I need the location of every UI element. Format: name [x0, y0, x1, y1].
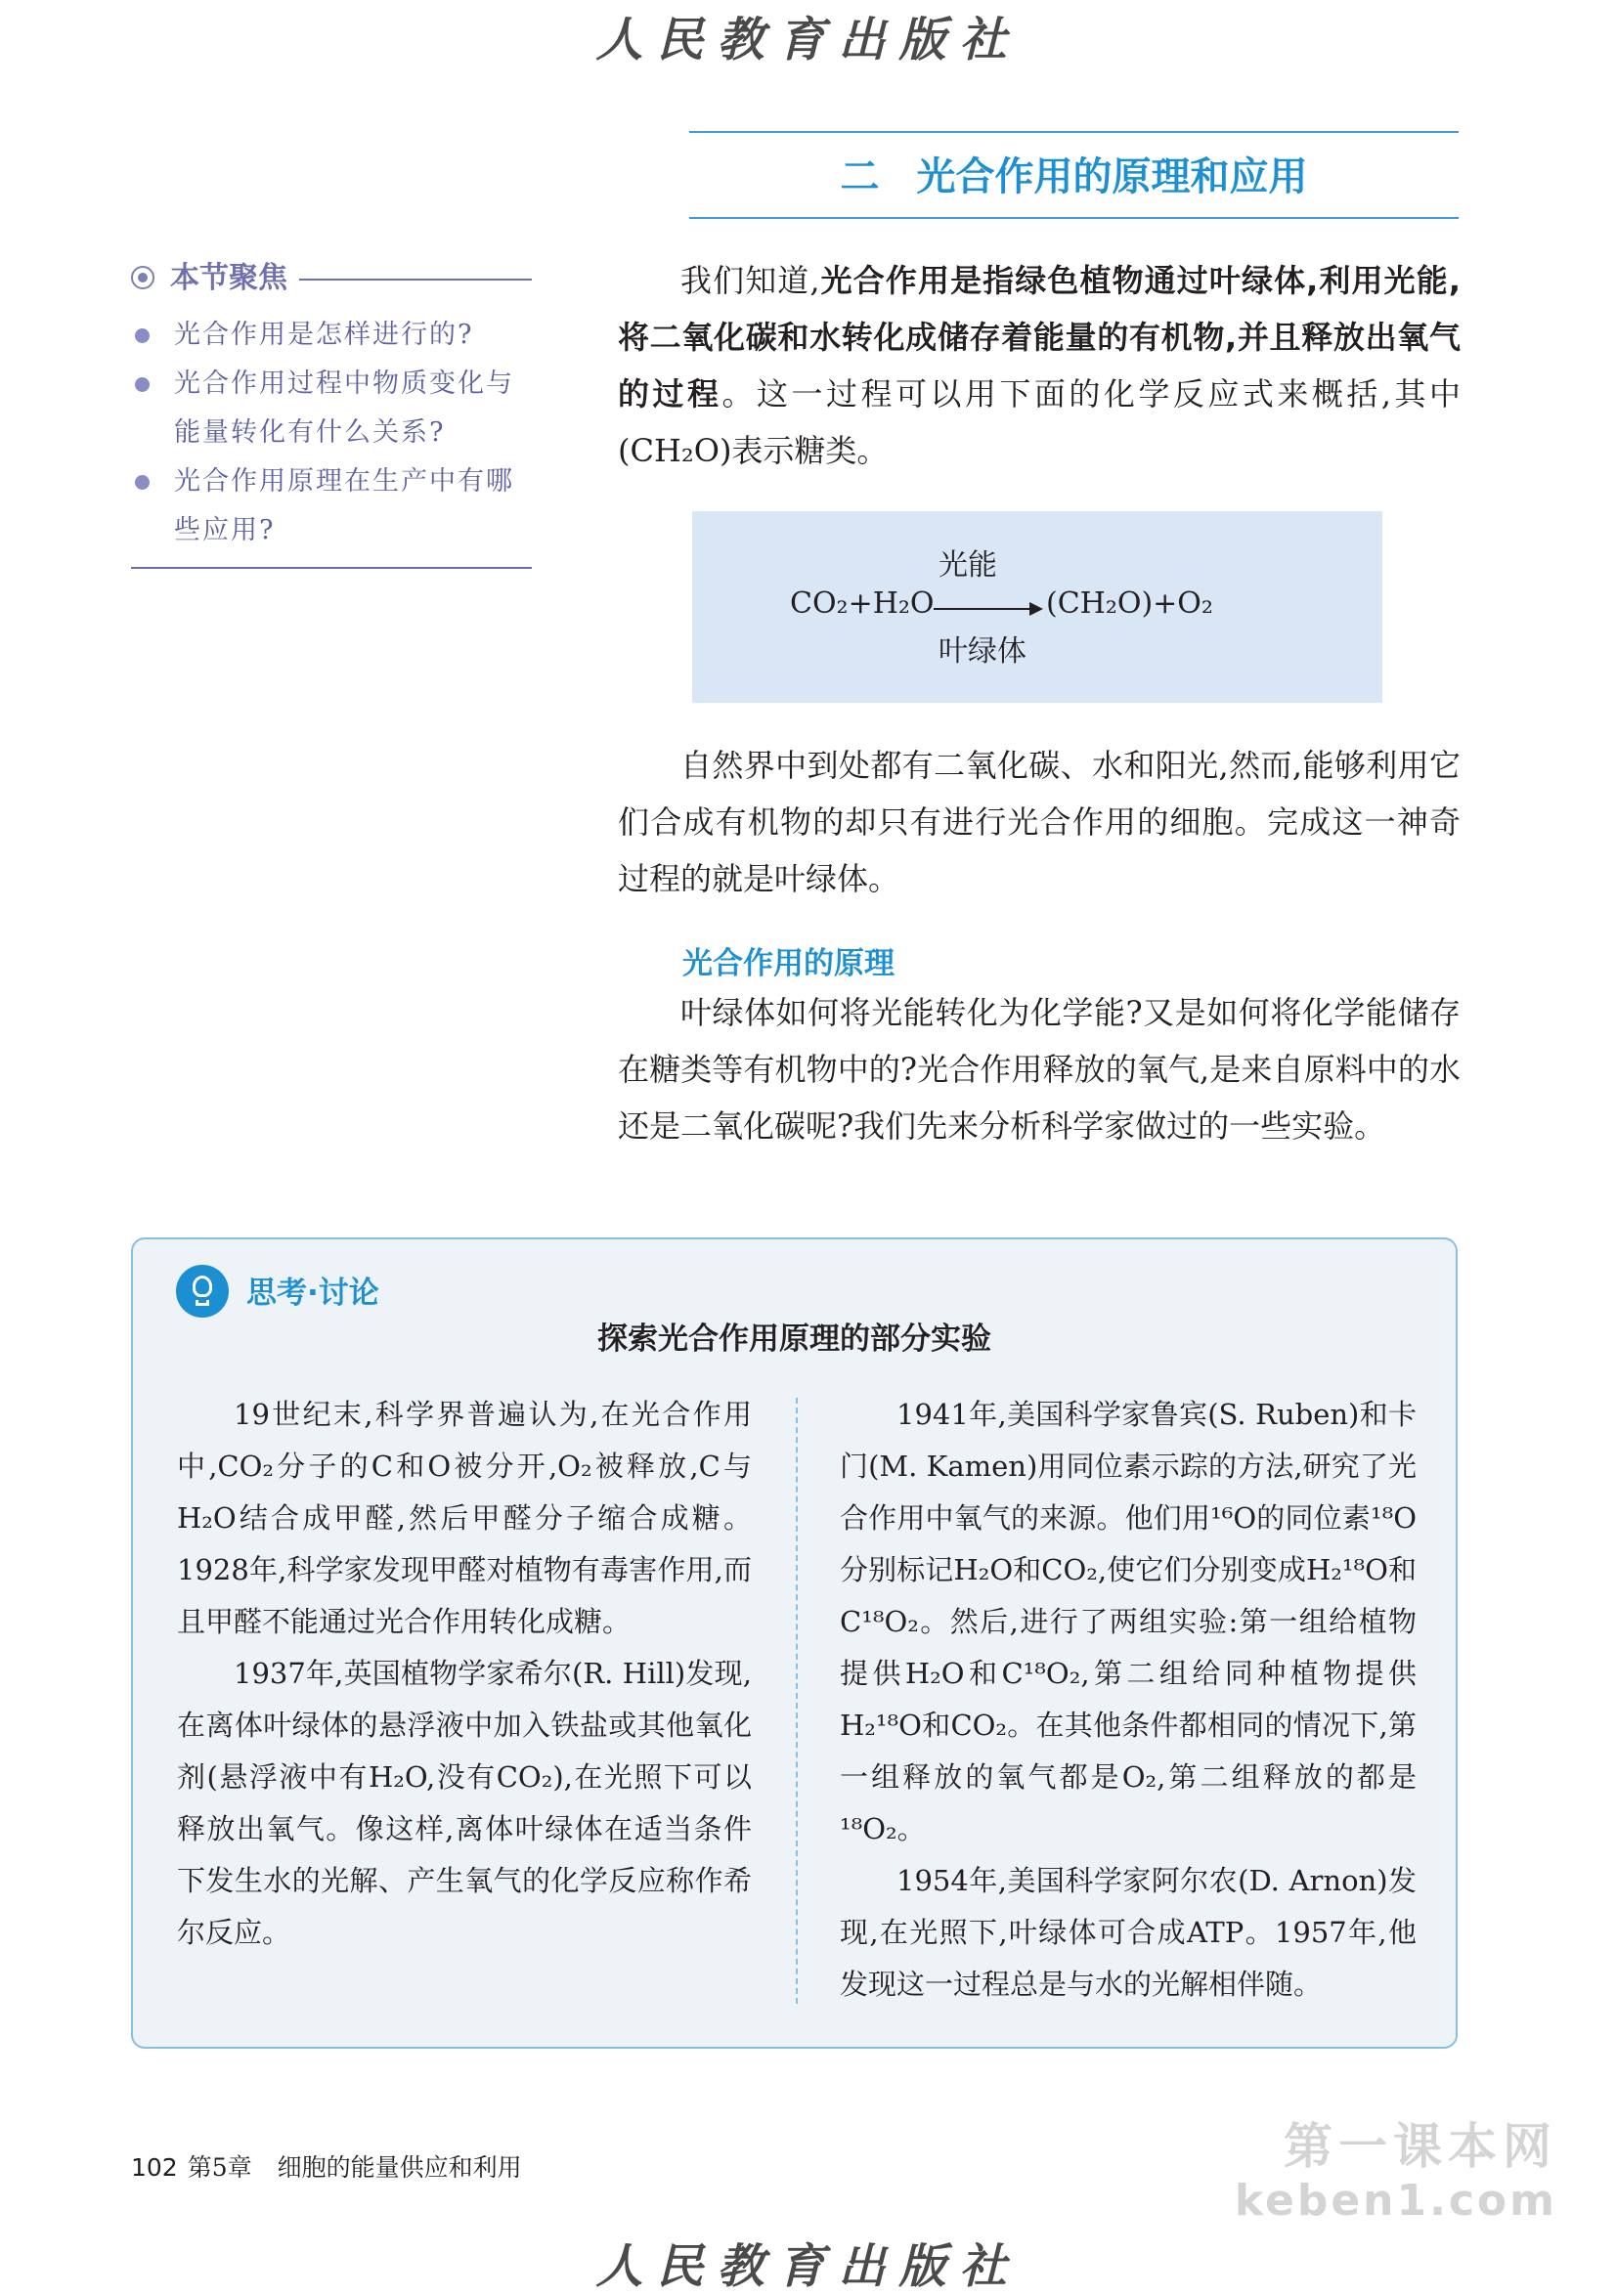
section-number: 二	[840, 154, 880, 199]
title-rule-bottom	[689, 217, 1459, 219]
intro-paragraph	[618, 252, 1461, 479]
site-watermark-en: keben1.com	[1234, 2176, 1557, 2226]
publisher-watermark-top: 人民教育出版社	[595, 13, 1021, 67]
principle-paragraph	[618, 984, 1461, 1154]
experiment-paragraph: 1954年,美国科学家阿尔农(D. Arnon)发现,在光照下,叶绿体可合成ATP。1957年,他发现这一过程总是与水的光解相伴随。	[840, 1864, 1417, 2001]
focus-item: 光合作用是怎样进行的?	[131, 311, 532, 360]
discussion-title: 探索光合作用原理的部分实验	[597, 1321, 991, 1357]
intro-lead: 我们知道,	[680, 262, 820, 299]
discussion-label: 思考·讨论	[246, 1276, 379, 1311]
lightbulb-icon	[176, 1265, 229, 1318]
page-footer	[131, 2151, 522, 2185]
experiment-paragraph: 1937年,英国植物学家希尔(R. Hill)发现,在离体叶绿体的悬浮液中加入铁盐或其他氧化剂(悬浮液中有H₂O,没有CO₂),在光照下可以释放出氧气。像这样,离体叶绿体在适当条件下发生水的光解、产生氧气的化学反应称作希尔反应。	[177, 1657, 752, 1949]
section-title-text: 光合作用的原理和应用	[916, 154, 1308, 199]
target-icon	[131, 266, 154, 289]
section-title	[689, 147, 1459, 207]
focus-header	[131, 259, 532, 298]
chapter-number: 第5章	[187, 2153, 252, 2182]
experiment-paragraph: 19世纪末,科学界普遍认为,在光合作用中,CO₂分子的C和O被分开,O₂被释放,C与H₂O结合成甲醛,然后甲醛分子缩合成糖。1928年,科学家发现甲醛对植物有毒害作用,而且甲醛不能通过光合作用转化成糖。	[177, 1398, 752, 1638]
equation-reactants: CO₂+H₂O	[790, 586, 935, 621]
page-number: 102	[131, 2153, 178, 2182]
experiment-paragraph: 1941年,美国科学家鲁宾(S. Ruben)和卡门(M. Kamen)用同位素示踪的方法,研究了光合作用中氧气的来源。他们用¹⁶O的同位素¹⁸O分别标记H₂O和CO₂,使它们分别变成H₂¹⁸O和C¹⁸O₂。然后,进行了两组实验:第一组给植物提供H₂O和C¹⁸O₂,第二组给同种植物提供H₂¹⁸O和CO₂。在其他条件都相同的情况下,第一组释放的氧气都是O₂,第二组释放的都是¹⁸O₂。	[840, 1398, 1417, 1845]
title-rule-top	[689, 131, 1459, 133]
nature-text: 自然界中到处都有二氧化碳、水和阳光,然而,能够利用它们合成有机物的却只有进行光合作用的细胞。完成这一神奇过程的就是叶绿体。	[618, 747, 1461, 897]
focus-heading: 本节聚焦	[170, 261, 287, 295]
column-divider	[796, 1398, 798, 2004]
discussion-right-column	[840, 1389, 1417, 2011]
definition-bold: 光合作用是指绿色植物通过叶绿体,利用光能,将二氧化碳和水转化成储存着能量的有机物,并且释放出氧气的过程	[618, 262, 1461, 412]
equation-condition-light: 光能	[939, 548, 997, 583]
discussion-left-column	[177, 1389, 752, 1959]
focus-bottom-rule	[131, 567, 532, 569]
equation-products: (CH₂O)+O₂	[1046, 586, 1213, 621]
equation-condition-chloroplast: 叶绿体	[939, 634, 1026, 669]
focus-list	[131, 311, 532, 555]
focus-item: 光合作用原理在生产中有哪些应用?	[131, 457, 532, 555]
focus-header-rule	[299, 279, 532, 281]
publisher-watermark-bottom: 人民教育出版社	[595, 2239, 1021, 2294]
principle-heading: 光合作用的原理	[682, 946, 895, 981]
nature-paragraph	[618, 737, 1461, 907]
site-watermark	[1235, 2119, 1557, 2229]
intro-tail: 。这一过程可以用下面的化学反应式来概括,其中(CH₂O)表示糖类。	[618, 375, 1461, 469]
chapter-title: 细胞的能量供应和利用	[277, 2153, 522, 2182]
principle-text: 叶绿体如何将光能转化为化学能?又是如何将化学能储存在糖类等有机物中的?光合作用释放的氧气,是来自原料中的水还是二氧化碳呢?我们先来分析科学家做过的一些实验。	[618, 994, 1461, 1145]
reaction-arrow-icon	[934, 608, 1039, 610]
focus-item: 光合作用过程中物质变化与能量转化有什么关系?	[131, 360, 532, 457]
site-watermark-cn: 第一课本网	[1284, 2118, 1557, 2175]
